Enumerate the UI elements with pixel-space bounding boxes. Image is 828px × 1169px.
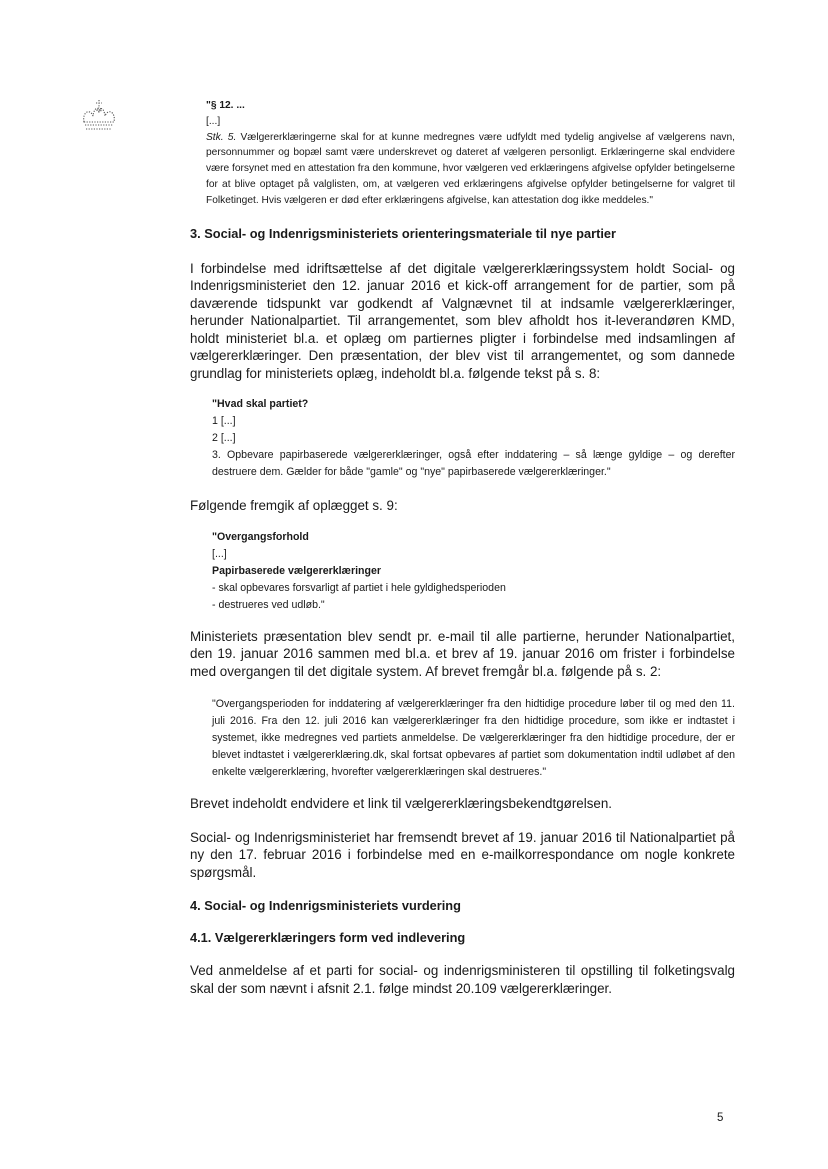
presentation-quote-1	[212, 396, 735, 481]
quote-section-ref: "§ 12. ...	[206, 100, 245, 111]
crown-icon	[78, 98, 120, 134]
quote-line: 2 [...]	[212, 432, 236, 445]
legal-quote-section-12	[206, 98, 735, 209]
quote-stk-paragraph	[206, 130, 735, 209]
letter-quote	[212, 696, 735, 781]
quote-list-item: - destrueres ved udløb."	[212, 598, 325, 611]
quote-title: "Hvad skal partiet?	[212, 398, 309, 411]
quote-line: 1 [...]	[212, 415, 236, 428]
section-3-heading: 3. Social- og Indenrigsministeriets orienteringsmateriale til nye partier	[190, 225, 616, 241]
quote-line: 3. Opbevare papirbaserede vælgererklæringer, også efter inddatering – så længe gyldige – og derefter destruere dem. Gælder for både "gamle" og "nye" papirbaserede vælgererklæringer."	[212, 449, 735, 479]
stk-text: Vælgererklæringerne skal for at kunne medregnes være udfyldt med tydelig angivelse af vælgerens navn, personnummer og bopæl samt være underskrevet og dateret af vælgeren personligt. Erklæringerne skal endvidere være forsynet med en attestation fra den kommune, hvor vælgeren ved erklæringens afgivelse opfylder betingelserne for at blive optaget på valglisten, om, at vælgeren ved erklæringens afgivelse opfylder betingelserne for valgret til Folketinget. Hvis vælgeren er død efter erklæringens afgivelse, kan attestation dog ikke meddeles."	[206, 131, 735, 206]
quote-subtitle: Papirbaserede vælgererklæringer	[212, 564, 381, 577]
quote-list-item: - skal opbevares forsvarligt af partiet i hele gyldighedsperioden	[212, 581, 506, 594]
section-3-paragraph-4: Brevet indeholdt endvidere et link til vælgererklæringsbekendtgørelsen.	[190, 796, 613, 812]
section-4-paragraph-1: Ved anmeldelse af et parti for social- og indenrigsministeren til opstilling til folketingsvalg skal der som nævnt i afsnit 2.1. følge mindst 20.109 vælgererklæringer.	[190, 963, 735, 996]
document-body	[190, 98, 735, 997]
section-3-paragraph-1: I forbindelse med idriftsættelse af det digitale vælgererklæringssystem holdt Social- og Indenrigsministeriet den 12. januar 2016 et kick-off arrangement for de partier, som på daværende tidspunkt var godkendt af Valgnævnet til at indsamle vælgererklæringer, herunder Nationalpartiet. Til arrangementet, som blev afholdt hos it-leverandøren KMD, holdt ministeriet bl.a. et oplæg om partiernes pligter i forbindelse med indsamlingen af vælgererklæringer. Den præsentation, der blev vist til arrangementet, og som dannede grundlag for ministeriets oplæg, indeholdt bl.a. følgende tekst på s. 8:	[190, 260, 735, 381]
quote-title: "Overgangsforhold	[212, 530, 309, 543]
presentation-quote-2	[212, 529, 735, 614]
stk-label: Stk. 5.	[206, 131, 237, 143]
section-3-paragraph-3: Ministeriets præsentation blev sendt pr. e-mail til alle partierne, herunder Nationalpartiet, den 19. januar 2016 sammen med bl.a. et brev af 19. januar 2016 om frister i forbindelse med overgangen til det digitale system. Af brevet fremgår bl.a. følgende på s. 2:	[190, 628, 735, 679]
section-4-heading: 4. Social- og Indenrigsministeriets vurdering	[190, 898, 461, 914]
section-3-paragraph-5: Social- og Indenrigsministeriet har fremsendt brevet af 19. januar 2016 til Nationalpartiet på ny den 17. februar 2016 i forbindelse med en e-mailkorrespondance om nogle konkrete spørgsmål.	[190, 829, 735, 880]
section-3-paragraph-2: Følgende fremgik af oplægget s. 9:	[190, 498, 398, 514]
quote-ellipsis: [...]	[212, 547, 227, 560]
quote-ellipsis: [...]	[206, 115, 221, 127]
letter-quote-text: "Overgangsperioden for inddatering af vælgererklæringer fra den hidtidige procedure løber til og med den 11. juli 2016. Fra den 12. juli 2016 kan vælgererklæringer fra den hidtidige procedure, som ikke er indtastet i systemet, ikke medregnes ved partiets anmeldelse. De vælgererklæringer fra den hidtidige procedure, der er blevet indtastet i vælgererklæring.dk, skal fortsat opbevares af partiet som dokumentation indtil udløbet af den enkelte vælgererklæring, hvorefter vælgererklæringen skal destrueres."	[212, 698, 735, 779]
section-4-1-heading: 4.1. Vælgererklæringers form ved indlevering	[190, 930, 466, 946]
page-number: 5	[717, 1112, 724, 1124]
